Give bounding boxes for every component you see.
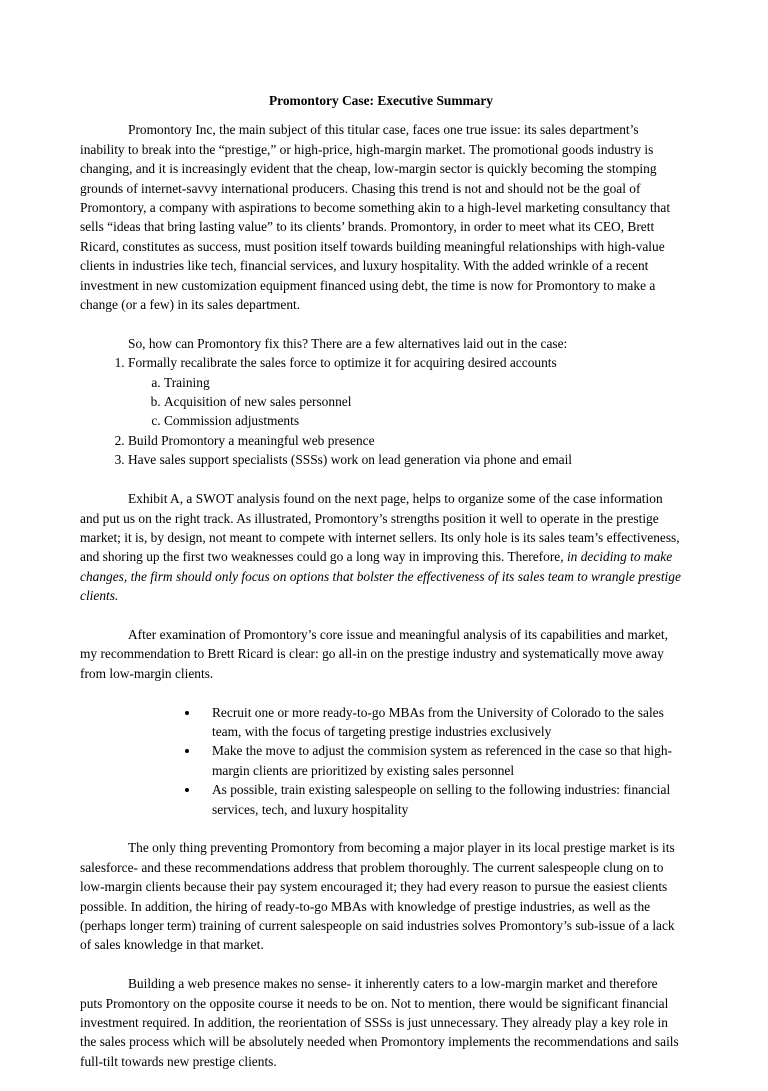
alternative-text: Formally recalibrate the sales force to optimize it for acquiring desired accounts	[128, 355, 557, 371]
sub-alternatives-list	[128, 373, 682, 431]
document-title: Promontory Case: Executive Summary	[268, 93, 493, 108]
swot-text: Exhibit A, a SWOT analysis found on the next page, helps to organize some of the case information and put us on the right track. As illustrated, Promontory’s strengths position it well to operate in the prestige market; it is, by design, not meant to compete with internet sellers. Its only hole is its sales team’s effectiveness, and shoring up the first two weaknesses could go a long way in improving this. Therefore,	[80, 491, 680, 565]
sub-item: b. Acquisition of new sales personnel	[164, 392, 682, 411]
alternative-item: 2. Build Promontory a meaningful web presence	[128, 431, 682, 450]
sub-item: a. Training	[164, 373, 682, 392]
rejected-alternatives-paragraph: Building a web presence makes no sense- it inherently caters to a low-margin market and therefore puts Promontory on the opposite course it needs to be on. Not to mention, there would be significant financial investment required. In addition, the reorientation of SSSs is just unnecessary. They already play a key role in the sales process which will be absolutely needed when Promontory implements the recommendations and sails full-tilt towards new prestige clients.	[80, 976, 679, 1069]
swot-paragraph	[80, 489, 682, 605]
rationale-paragraph: The only thing preventing Promontory from becoming a major player in its local prestige market is its salesforce- and these recommendations address that problem thoroughly. The current salespeople clung on to low-margin clients because their pay system encouraged it; they had every reason to pursue the easiest clients possible. In addition, the hiring of ready-to-go MBAs with knowledge of prestige industries, as well as the (perhaps longer term) training of current salespeople on said industries solves Promontory’s sub-issue of a lack of sales knowledge in that market.	[80, 840, 675, 953]
alternative-item: 3. Have sales support specialists (SSSs) work on lead generation via phone and email	[128, 450, 682, 469]
document-page	[80, 91, 682, 1091]
recommendation-item: • As possible, train existing salespeople on selling to the following industries: financial services, tech, and luxury hospitality	[200, 780, 682, 819]
recommendations-list	[80, 703, 682, 819]
swot-emphasis: in deciding to make changes, the firm should only focus on options that bolster the effectiveness of its sales team to wrangle prestige clients.	[80, 549, 681, 604]
recommendation-item: • Make the move to adjust the commision system as referenced in the case so that high-margin clients are prioritized by existing sales personnel	[200, 741, 682, 780]
recommendation-item: • Recruit one or more ready-to-go MBAs from the University of Colorado to the sales team, with the focus of targeting prestige industries exclusively	[200, 703, 682, 742]
alternatives-intro: So, how can Promontory fix this? There are a few alternatives laid out in the case:	[128, 335, 568, 351]
recommendation-paragraph: After examination of Promontory’s core issue and meaningful analysis of its capabilities and market, my recommendation to Brett Ricard is clear: go all-in on the prestige industry and systematically move away from low-margin clients.	[80, 626, 668, 681]
intro-paragraph: Promontory Inc, the main subject of this titular case, faces one true issue: its sales department’s inability to break into the “prestige,” or high-price, high-margin market. The promotional goods industry is changing, and it is increasingly evident that the cheap, low-margin sector is quickly becoming the stomping grounds of internet-savvy international producers. Chasing this trend is not and should not be the goal of Promontory, a company with aspirations to become something akin to a high-level marketing consultancy that sells “ideas that bring lasting value” to its clients’ brands. Promontory, in order to meet what its CEO, Brett Ricard, constitutes as success, must position itself towards building meaningful relationships with high-value clients in industries like tech, financial services, and luxury hospitality. With the added wrinkle of a recent investment in new customization equipment financed using debt, the time is now for Promontory to make a change (or a few) in its sales department.	[80, 122, 671, 313]
alternatives-list	[80, 353, 682, 469]
sub-item: c. Commission adjustments	[164, 411, 682, 430]
alternative-item	[128, 353, 682, 431]
